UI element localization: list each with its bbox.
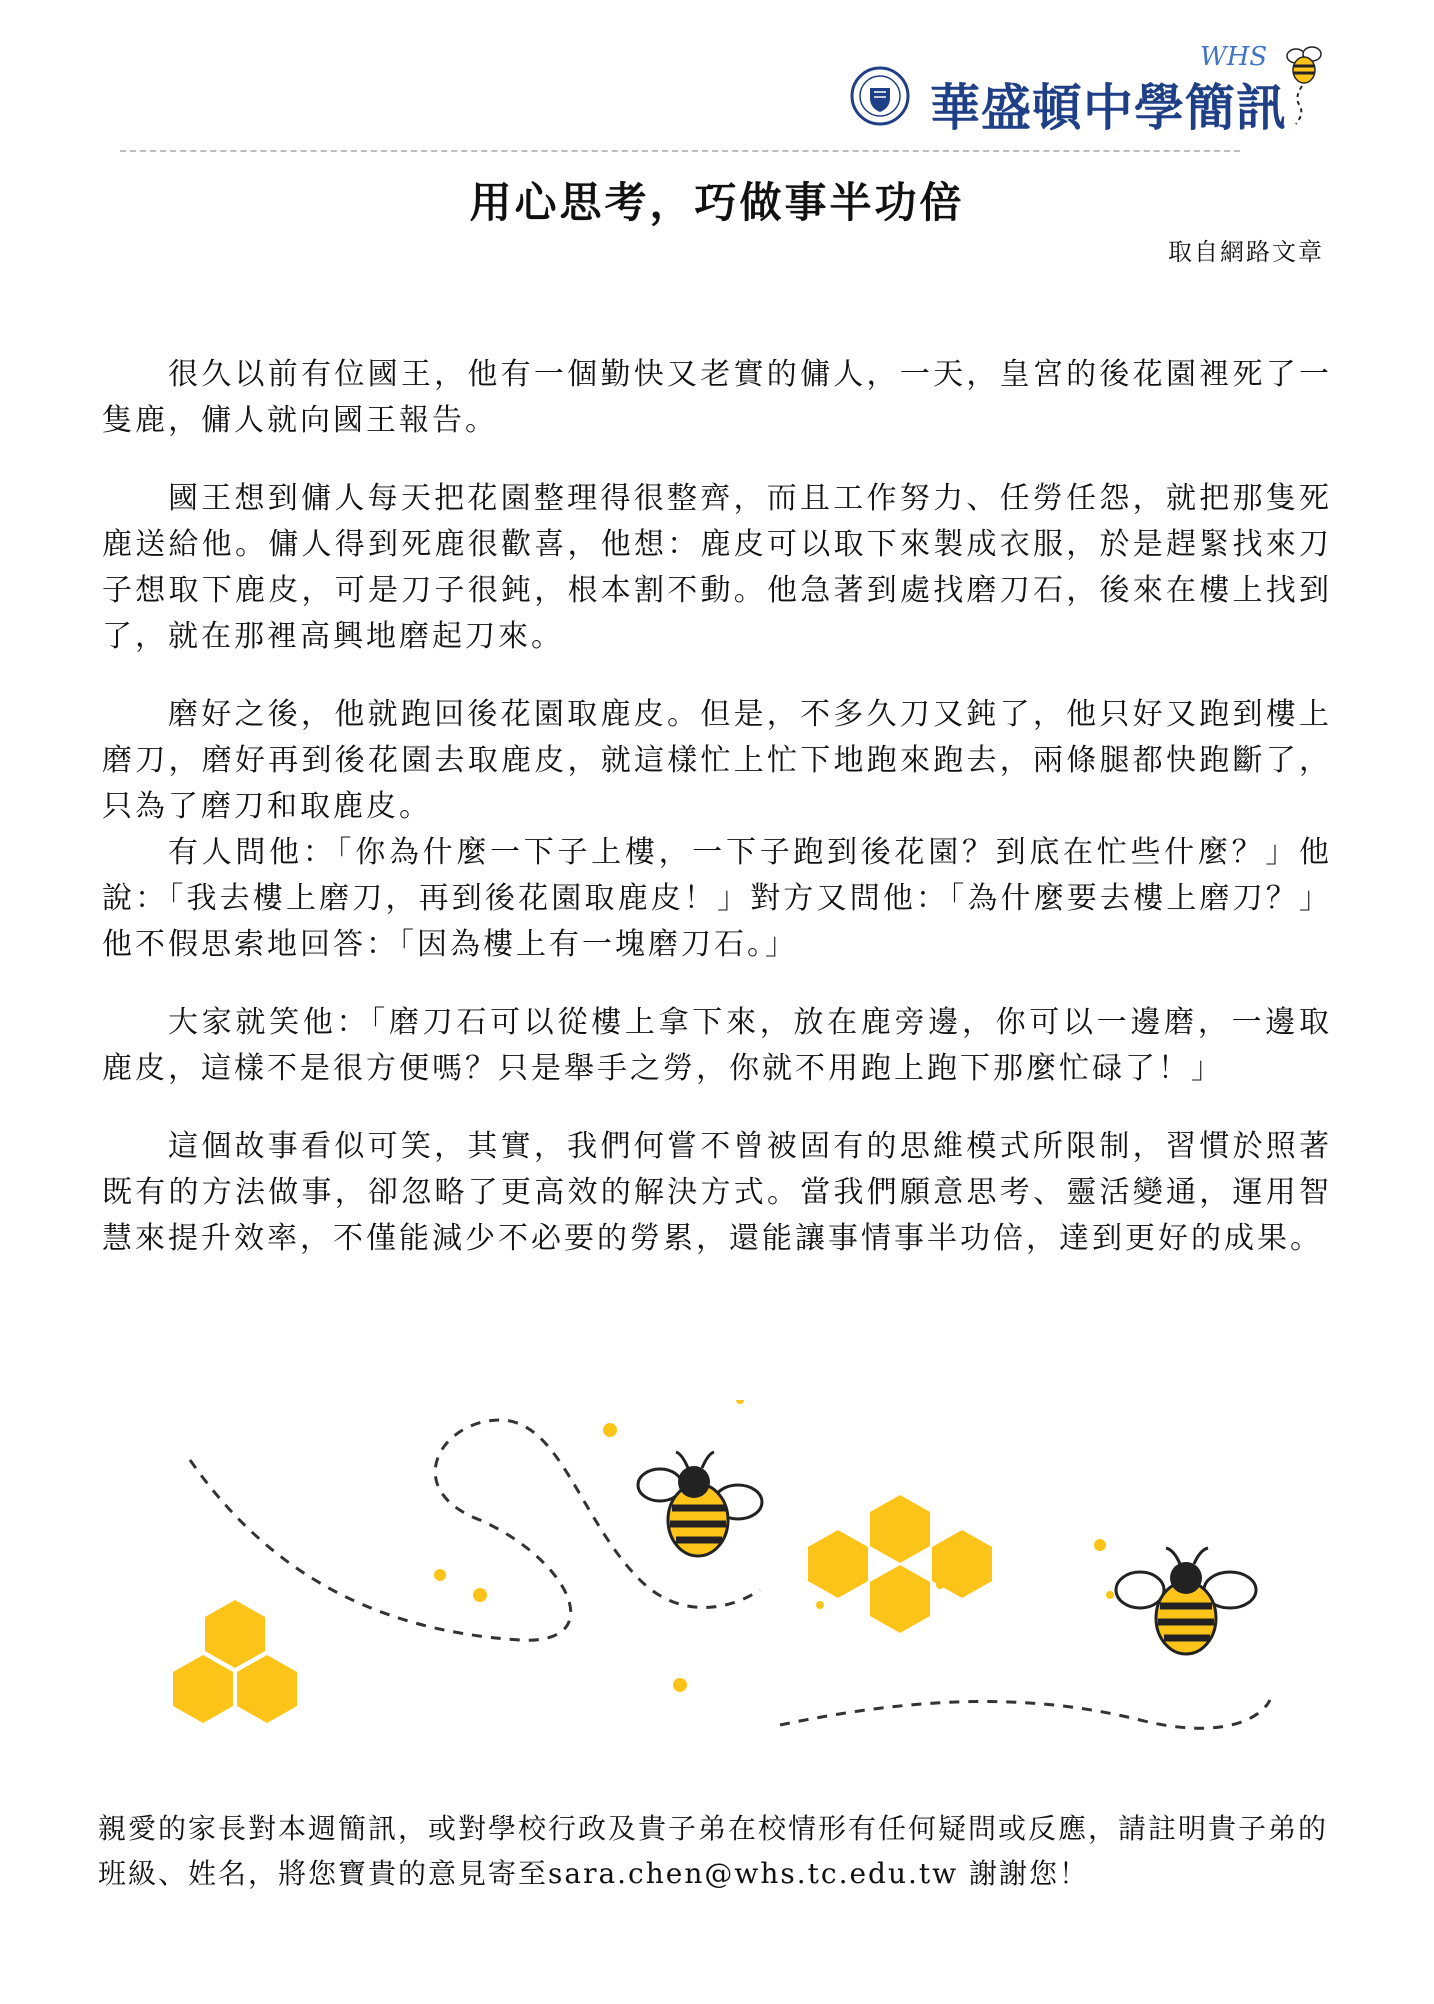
bee-decoration bbox=[140, 1400, 1340, 1760]
paragraph: 這個故事看似可笑，其實，我們何嘗不曾被固有的思維模式所限制，習慣於照著既有的方法做事，卻忽略了更高效的解決方式。當我們願意思考、靈活變通，運用智慧來提升效率，不僅能減少不必要的勞累，還能讓事情事半功倍，達到更好的成果。 bbox=[102, 1129, 1332, 1256]
honeycomb-icon bbox=[808, 1495, 992, 1633]
paragraph: 國王想到傭人每天把花園整理得很整齊，而且工作努力、任勞任怨，就把那隻死鹿送給他。傭人得到死鹿很歡喜，他想：鹿皮可以取下來製成衣服，於是趕緊找來刀子想取下鹿皮，可是刀子很鈍，根本割不動。他急著到處找磨刀石，後來在樓上找到了，就在那裡高興地磨起刀來。 bbox=[102, 481, 1332, 654]
article-title: 用心思考，巧做事半功倍 bbox=[469, 178, 965, 227]
header-logo bbox=[850, 40, 1330, 140]
bee-icon bbox=[1270, 40, 1330, 130]
whs-mark: WHS bbox=[1200, 42, 1268, 72]
header-divider bbox=[120, 150, 1240, 152]
honeycomb-icon bbox=[173, 1600, 297, 1723]
newsletter-title: 華盛頓中學簡訊 bbox=[930, 79, 1287, 137]
paragraph: 有人問他：「你為什麼一下子上樓，一下子跑到後花園？到底在忙些什麼？」他說：「我去樓上磨刀，再到後花園取鹿皮！」對方又問他：「為什麼要去樓上磨刀？」他不假思索地回答：「因為樓上有一塊磨刀石。」 bbox=[102, 835, 1332, 962]
footer-contact-note: 親愛的家長對本週簡訊，或對學校行政及貴子弟在校情形有任何疑問或反應，請註明貴子弟的班級、姓名，將您寶貴的意見寄至sara.chen@whs.tc.edu.tw 謝謝您！ bbox=[98, 1812, 1329, 1890]
article-body bbox=[102, 352, 1332, 1294]
flight-path bbox=[780, 1700, 1270, 1728]
paragraph: 大家就笑他：「磨刀石可以從樓上拿下來，放在鹿旁邊，你可以一邊磨，一邊取鹿皮，這樣不是很方便嗎？只是舉手之勞，你就不用跑上跑下那麼忙碌了！」 bbox=[102, 1005, 1332, 1086]
paragraph: 很久以前有位國王，他有一個勤快又老實的傭人，一天，皇宮的後花園裡死了一隻鹿，傭人就向國王報告。 bbox=[102, 357, 1332, 438]
article-source: 取自網路文章 bbox=[1168, 238, 1324, 266]
paragraph: 磨好之後，他就跑回後花園取鹿皮。但是，不多久刀又鈍了，他只好又跑到樓上磨刀，磨好再到後花園去取鹿皮，就這樣忙上忙下地跑來跑去，兩條腿都快跑斷了，只為了磨刀和取鹿皮。 bbox=[102, 697, 1332, 824]
school-seal-icon bbox=[850, 66, 910, 126]
bee-icon bbox=[638, 1452, 762, 1556]
bee-icon bbox=[1116, 1548, 1256, 1654]
